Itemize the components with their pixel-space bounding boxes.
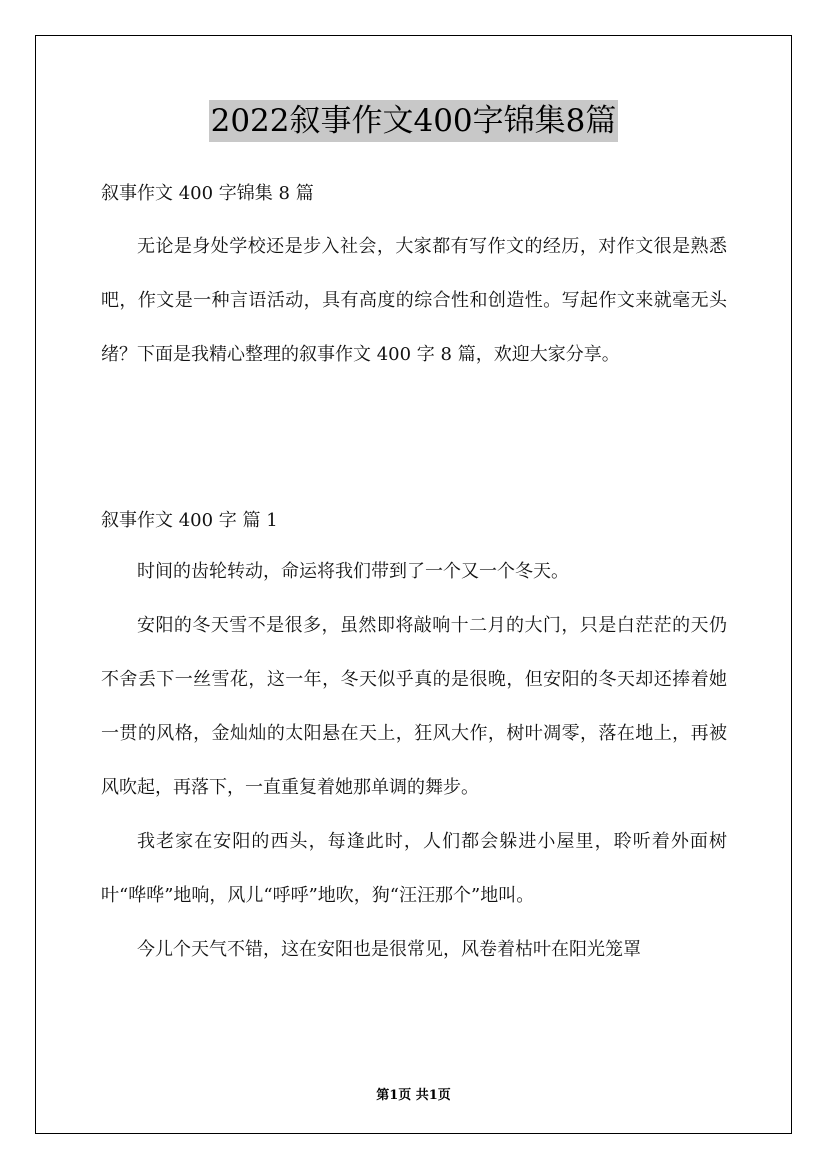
story-paragraph: 我老家在安阳的西头，每逢此时，人们都会躲进小屋里，聆听着外面树叶“哗哗”地响，风儿“呼呼”地吹，狗“汪汪那个”地叫。	[101, 831, 727, 906]
document-subtitle: 叙事作文 400 字锦集 8 篇	[101, 183, 314, 204]
intro-block	[101, 220, 727, 382]
story-paragraph: 今儿个天气不错，这在安阳也是很常见，风卷着枯叶在阳光笼罩	[137, 939, 641, 960]
document-title: 2022叙事作文400字锦集8篇	[209, 100, 619, 142]
page-footer	[0, 1084, 827, 1103]
story-paragraph: 安阳的冬天雪不是很多，虽然即将敲响十二月的大门，只是白茫茫的天仍不舍丢下一丝雪花，这一年，冬天似乎真的是很晚，但安阳的冬天却还捧着她一贯的风格，金灿灿的太阳悬在天上，狂风大作，树叶凋零，落在地上，再被风吹起，再落下，一直重复着她那单调的舞步。	[101, 615, 727, 798]
story-paragraph: 时间的齿轮转动，命运将我们带到了一个又一个冬天。	[137, 561, 569, 582]
intro-paragraph: 无论是身处学校还是步入社会，大家都有写作文的经历，对作文很是熟悉吧，作文是一种言语活动，具有高度的综合性和创造性。写起作文来就毫无头绪？下面是我精心整理的叙事作文 400 字 8 篇，欢迎大家分享。	[101, 236, 727, 365]
story-block	[101, 545, 727, 977]
section-heading: 叙事作文 400 字 篇 1	[101, 510, 278, 531]
page-number-label: 第1页 共1页	[376, 1088, 451, 1103]
document-title-wrapper	[0, 100, 827, 142]
